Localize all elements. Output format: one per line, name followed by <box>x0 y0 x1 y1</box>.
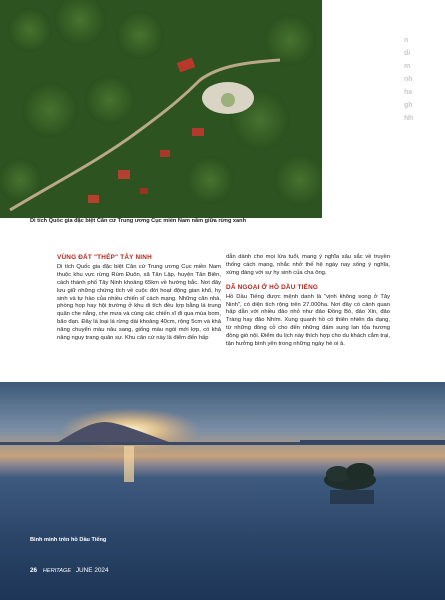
bleed-line: ha <box>404 89 413 96</box>
body-paragraph-continued: dẫn dành cho mọi lứa tuổi, mang ý nghĩa sâu sắc về truyền thống cách mạng, nhắc nhở thế hệ ngày nay sống ý nghĩa, xứng đáng với sự hy sinh của cha ông. <box>226 254 390 276</box>
magazine-name: HERITAGE <box>42 568 72 574</box>
section-heading-tay-ninh: VÙNG ĐẤT "THÉP" TÂY NINH <box>57 254 152 261</box>
adjacent-page-bleed <box>326 0 445 230</box>
right-text-column <box>226 254 390 355</box>
body-paragraph: Hồ Dầu Tiếng được mệnh danh là "vịnh không song ở Tây Ninh", có diện tích rộng trên 27.000ha. Nơi đây có cảnh quan hấp dẫn với nhiều đảo nhỏ như đảo Đồng Bò, đảo Xin, đảo Tràng hay đảo Nhím. Xung quanh hồ có thiên nhiên đa dạng, từ những đồng cỏ cho đến những đám sung lan tỏa hương đồng gió nội. Điểm du lịch này thích hợp cho du khách cắm trại, tận hưởng bình yên trong những ngày hè oi ả. <box>226 293 390 348</box>
bleed-line: gh <box>404 102 413 109</box>
bleed-line: nh <box>404 76 413 83</box>
bleed-line: n <box>404 37 409 44</box>
top-photo-caption: Di tích Quốc gia đặc biệt Căn cứ Trung ương Cục miền Nam nằm giữa rừng xanh <box>30 218 246 224</box>
bleed-line: di <box>404 50 411 57</box>
section-heading-dau-tieng: DÃ NGOẠI Ở HỒ DẦU TIẾNG <box>226 283 319 291</box>
aerial-forest-illustration <box>0 0 322 218</box>
page-footer <box>30 567 109 574</box>
issue-date: JUNE 2024 <box>75 567 109 574</box>
aerial-photo <box>0 0 322 218</box>
page-number: 26 <box>30 567 38 574</box>
bottom-photo-caption: Bình minh trên hồ Dầu Tiếng <box>30 537 107 543</box>
left-text-column <box>57 254 221 349</box>
body-paragraph: Di tích Quốc gia đặc biệt Căn cứ Trung ương Cục miền Nam thuộc khu vực rừng Rùm Đuôn, xã Tân Lập, huyện Tân Biên, cách thành phố Tây Ninh khoảng 65km về hướng bắc. Nơi đây lưu giữ những chứng tích về cuộc đời hoạt động gian khổ, hy sinh và tự hào của nhiều chiến sĩ cách mạng. Những căn nhà, phòng họp hay hội trường ở khu di tích đều lợp bằng lá trung quân che nắng, che mưa và cùng các chiến sĩ đi qua mùa bom, bão đạn. Đây là loại lá rừng dài khoảng 40cm, rộng 5cm và khả năng chuyển màu nâu sang, giống màu ngói mới lợp, có khả năng nguy trang quân sự. Khu căn cứ này là điểm đến hấp <box>57 263 221 342</box>
bleed-line: m <box>404 63 411 70</box>
bleed-line: Nh <box>404 115 414 122</box>
